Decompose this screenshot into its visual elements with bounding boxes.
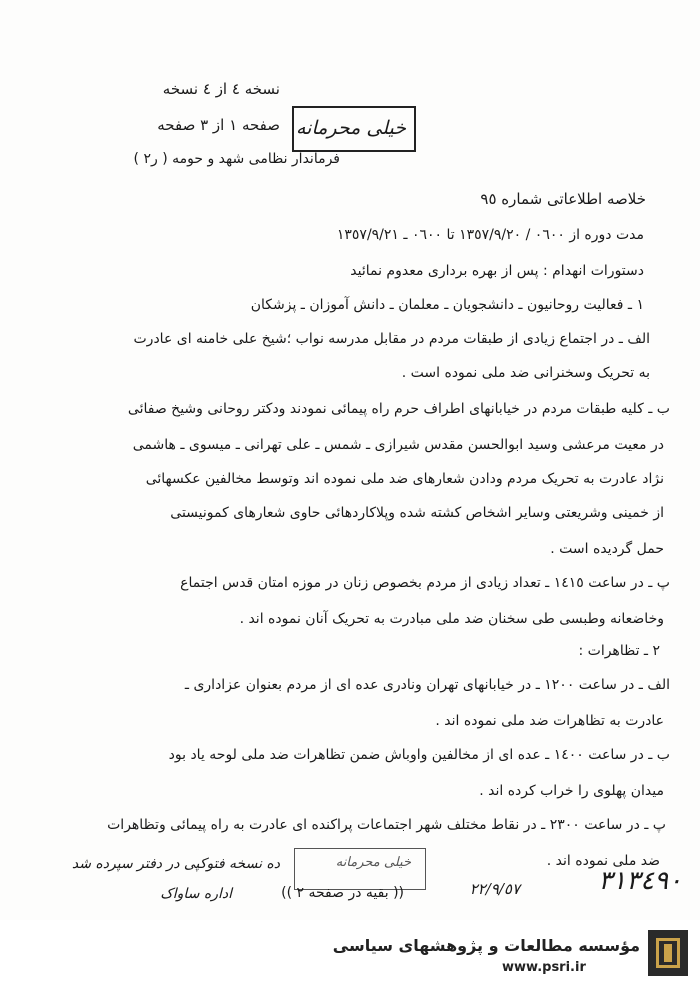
handwritten-note-1: ده نسخه فتوکپی در دفتر سپرده شد bbox=[71, 856, 280, 872]
section-1-title: ١ ـ فعالیت روحانیون ـ دانشجویان ـ معلمان ـ دانش آموزان ـ پزشکان bbox=[250, 297, 644, 313]
secondary-stamp-text: خیلی محرمانه bbox=[335, 855, 411, 870]
para-1b-line-5: حمل گردیده است . bbox=[550, 541, 664, 557]
report-title: خلاصه اطلاعاتی شماره ٩٥ bbox=[480, 190, 646, 208]
para-2a-line-2: عادرت به تظاهرات ضد ملی نموده اند . bbox=[435, 713, 664, 729]
para-1b-line-1: ب ـ کلیه طبقات مردم در خیابانهای اطراف حرم راه پیمائی نمودند ودکتر روحانی وشیخ صفائی bbox=[127, 401, 670, 417]
para-1b-line-4: از خمینی وشریعتی وسایر اشخاص کشته شده وپلاکاردهائی حاوی شعارهای کمونیستی bbox=[170, 505, 664, 521]
para-1b-line-3: نژاد عادرت به تحریک مردم ودادن شعارهای ضد ملی نموده اند وتوسط مخالفین عکسهائی bbox=[145, 471, 664, 487]
copy-number-line: نسخه ٤ از ٤ نسخه bbox=[162, 80, 280, 98]
classification-stamp bbox=[292, 106, 416, 152]
para-2a-line-1: الف ـ در ساعت ١٢٠٠ ـ در خیابانهای تهران ونادری عده ای از مردم بعنوان عزاداری ـ bbox=[184, 677, 670, 693]
handwritten-number: ٣١٣٤٩٠ bbox=[598, 866, 682, 896]
para-1p-line-2: وخاضعانه وطبسی طی سخنان ضد ملی مبادرت به تحریک آنان نموده اند . bbox=[239, 611, 664, 627]
institute-logo-icon bbox=[648, 930, 688, 976]
institute-url[interactable]: www.psri.ir bbox=[502, 960, 586, 975]
para-2b-line-2: میدان پهلوی را خراب کرده اند . bbox=[479, 783, 664, 799]
handwritten-date: ٢٢/٩/٥٧ bbox=[469, 880, 520, 898]
para-1a-line-2: به تحریک وسخنرانی ضد ملی نموده است . bbox=[401, 365, 650, 381]
continued-note: (( بقیه در صفحه ٢ )) bbox=[281, 885, 404, 901]
command-line: فرماندار نظامی شهد و حومه ( ر٢ ) bbox=[133, 151, 340, 167]
para-1a-line-1: الف ـ در اجتماع زیادی از طبقات مردم در مقابل مدرسه نواب ؛شیخ علی خامنه ای عادرت bbox=[133, 331, 650, 347]
institute-name: مؤسسه مطالعات و پژوهشهای سیاسی bbox=[332, 936, 640, 955]
para-2p-line-1: پ ـ در ساعت ٢٣٠٠ ـ در نقاط مختلف شهر اجتماعات پراکنده ای عادرت به راه پیمائی وتظاهرات bbox=[107, 817, 666, 833]
page-number-line: صفحه ١ از ٣ صفحه bbox=[157, 116, 280, 134]
handwritten-note-2: اداره ساواک bbox=[160, 886, 232, 902]
classification-stamp-text: خیلی محرمانه bbox=[295, 117, 406, 139]
report-period: مدت دوره از ٠٦٠٠ / ١٣٥٧/٩/٢٠ تا ٠٦٠٠ ـ ١٣٥٧/٩/٢١ bbox=[336, 227, 644, 243]
para-2b-line-1: ب ـ در ساعت ١٤٠٠ ـ عده ای از مخالفین واوباش ضمن تظاهرات ضد ملی لوحه یاد بود bbox=[168, 747, 670, 763]
para-1p-line-1: پ ـ در ساعت ١٤١٥ ـ تعداد زیادی از مردم بخصوص زنان در موزه امتان قدس اجتماع bbox=[180, 575, 670, 591]
section-2-title: ٢ ـ تظاهرات : bbox=[578, 643, 660, 659]
para-2p-line-2: ضد ملی نموده اند . bbox=[546, 853, 660, 869]
para-1b-line-2: در معیت مرعشی وسید ابوالحسن مقدس شیرازی ـ شمس ـ علی تهرانی ـ میسوی ـ هاشمی bbox=[132, 437, 664, 453]
destruction-instruction: دستورات انهدام : پس از بهره برداری معدوم نمائید bbox=[350, 263, 644, 279]
